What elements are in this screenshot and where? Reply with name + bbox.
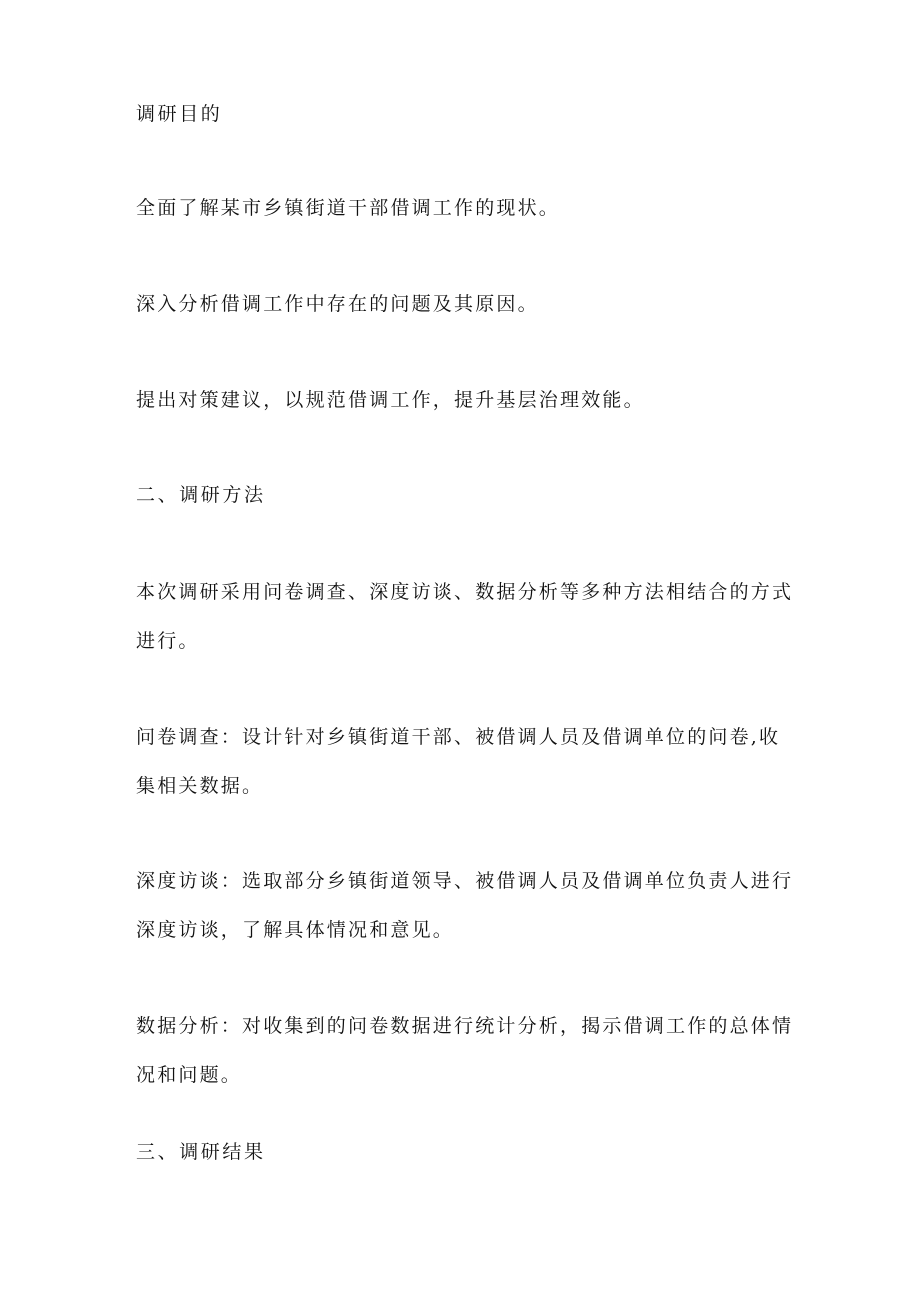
paragraph-questionnaire: 问卷调查：设计针对乡镇街道干部、被借调人员及借调单位的问卷,收集相关数据。 xyxy=(136,726,781,797)
paragraph-methods-intro: 本次调研采用问卷调查、深度访谈、数据分析等多种方法相结合的方式进行。 xyxy=(136,581,794,652)
section-title-methods: 二、调研方法 xyxy=(136,484,266,506)
section-title-purpose: 调研目的 xyxy=(136,103,223,125)
paragraph-purpose-2: 深入分析借调工作中存在的问题及其原因。 xyxy=(136,293,539,315)
paragraph-purpose-3: 提出对策建议，以规范借调工作，提升基层治理效能。 xyxy=(136,389,645,411)
paragraph-interviews: 深度访谈：选取部分乡镇街道领导、被借调人员及借调单位负责人进行深度访谈，了解具体情况和意见。 xyxy=(136,870,794,941)
paragraph-purpose-1: 全面了解某市乡镇街道干部借调工作的现状。 xyxy=(136,197,561,219)
section-title-results: 三、调研结果 xyxy=(136,1141,266,1163)
paragraph-data-analysis: 数据分析：对收集到的问卷数据进行统计分析，揭示借调工作的总体情况和问题。 xyxy=(136,1015,794,1086)
